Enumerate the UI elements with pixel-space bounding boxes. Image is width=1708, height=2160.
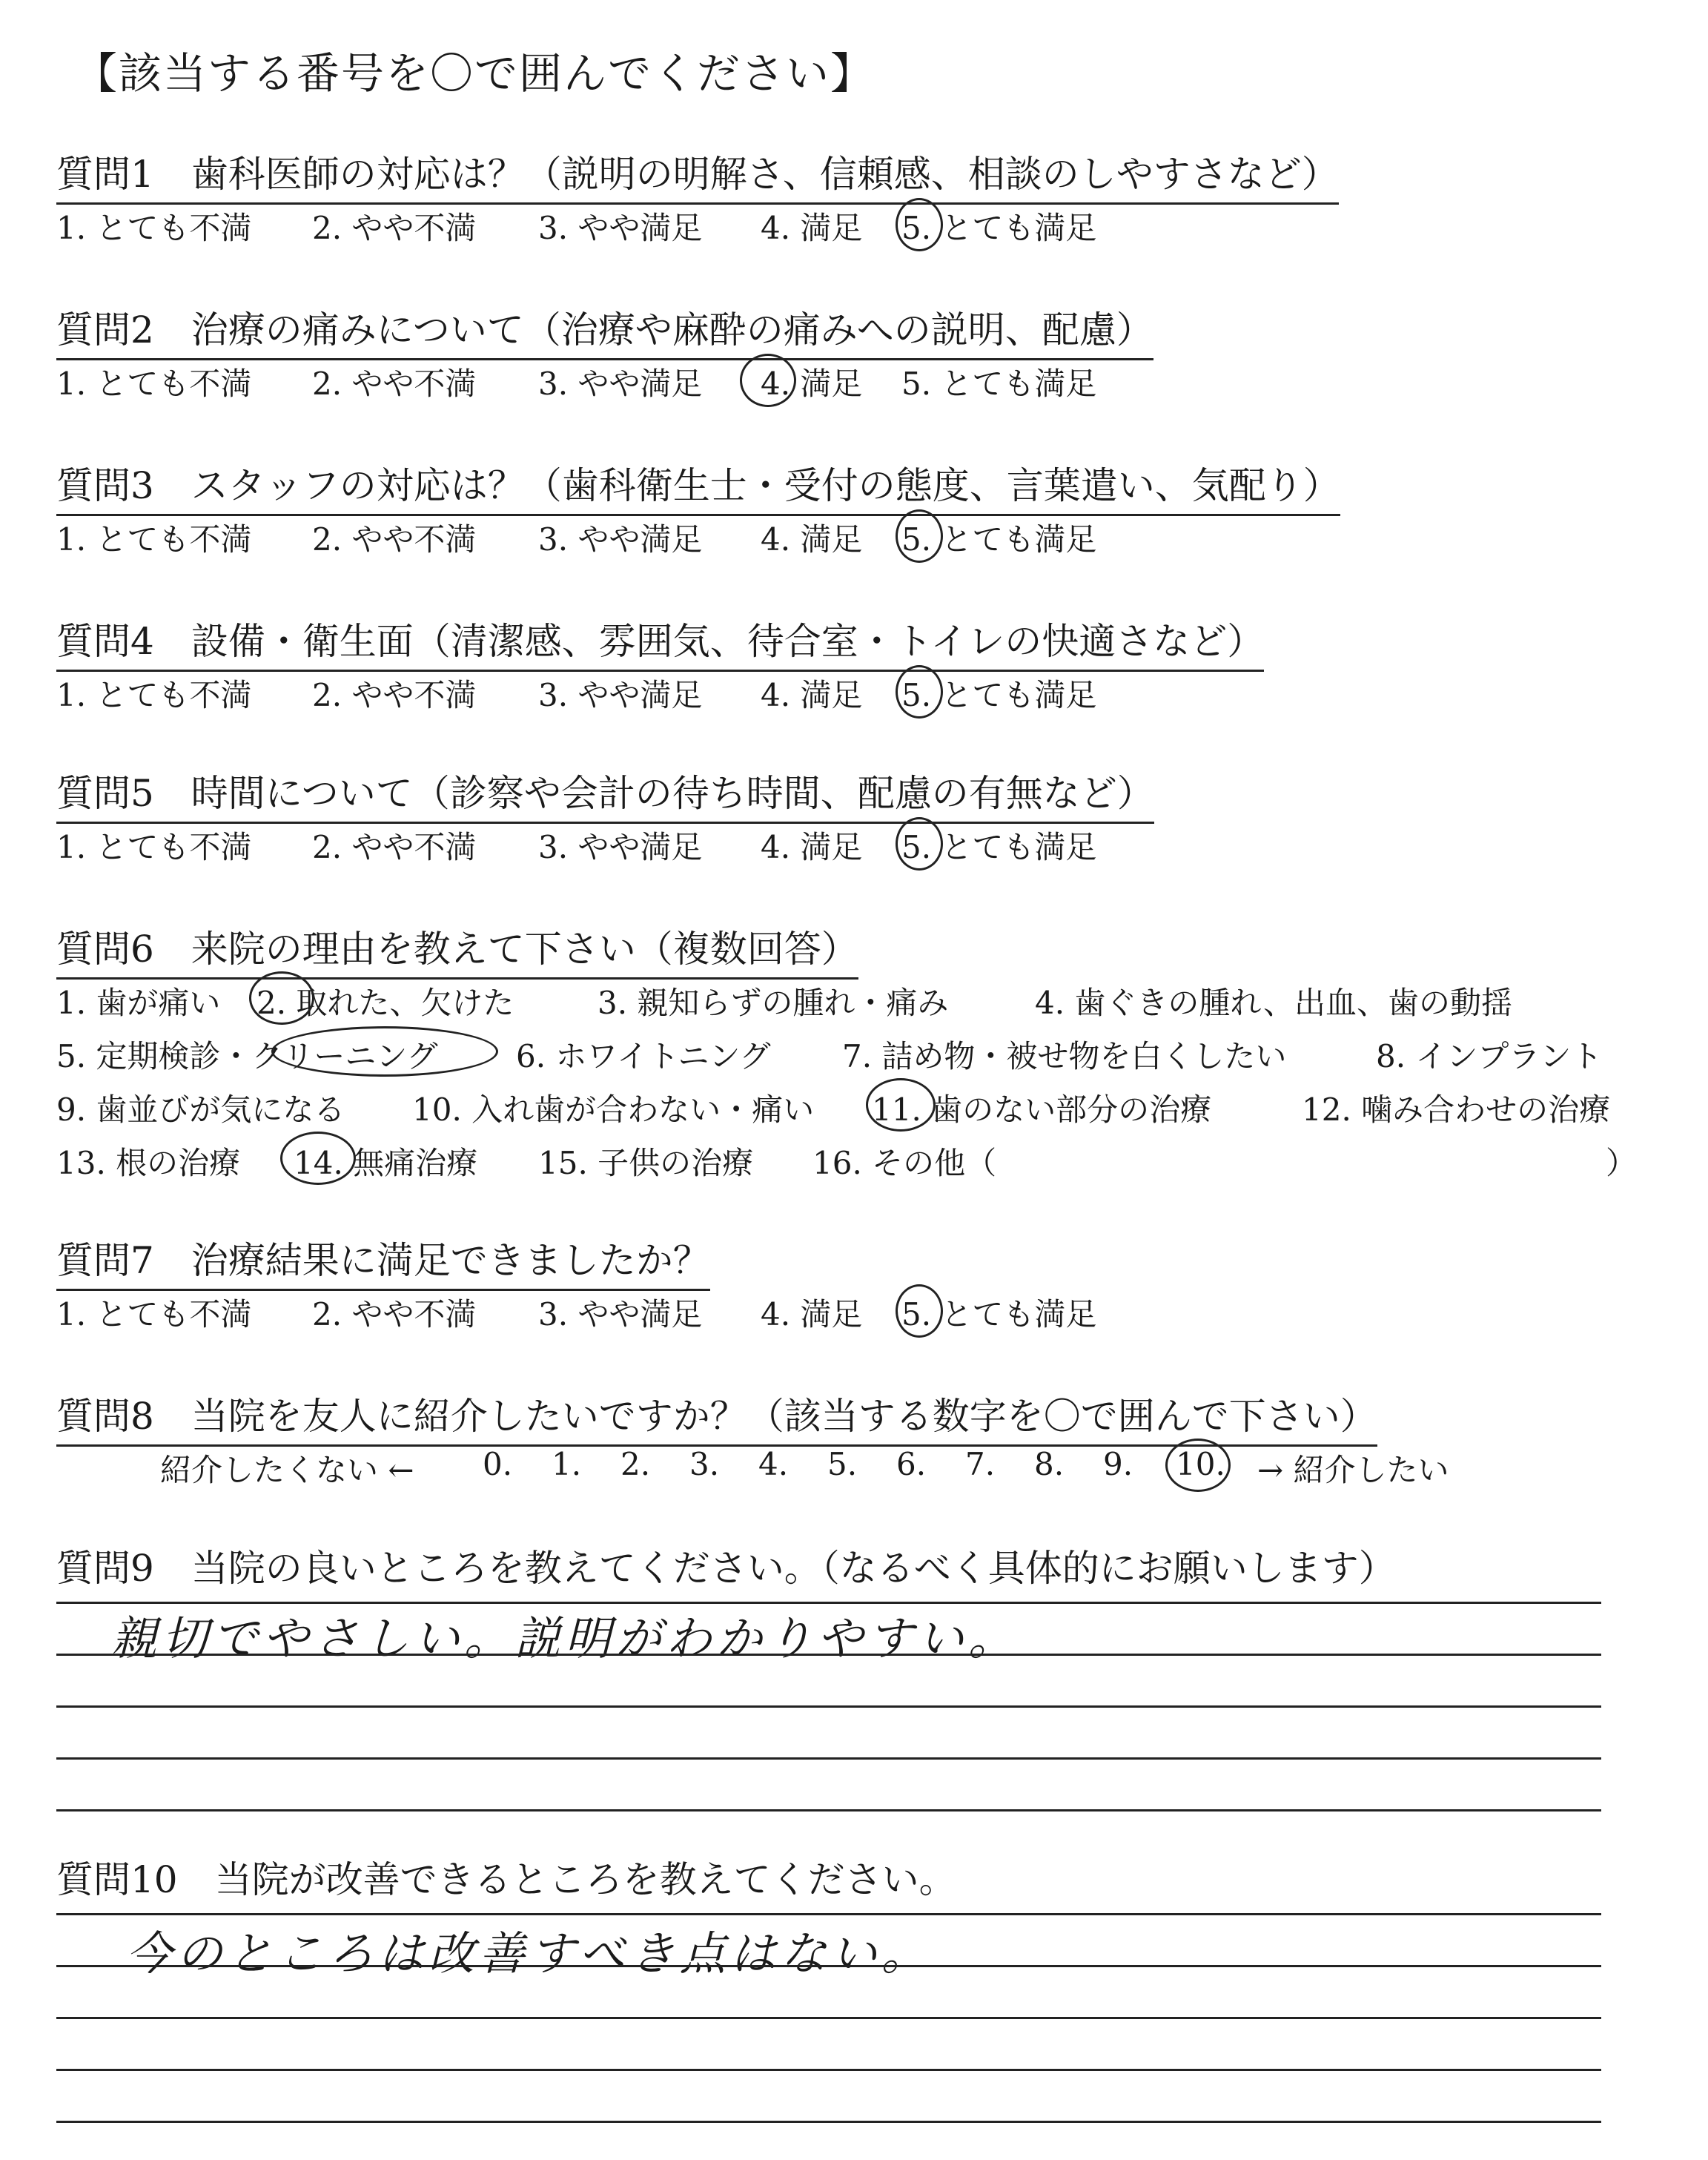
q6-option-7[interactable]: 7. 詰め物・被せ物を白くしたい <box>842 1038 1287 1074</box>
q1-option-2[interactable]: 2. やや不満 <box>312 210 477 246</box>
q1-selection-circle <box>896 198 943 251</box>
q9-handwritten-answer[interactable]: 親切でやさしい。説明がわかりやすい。 <box>111 1611 1019 1665</box>
q8-number-5[interactable]: 5. <box>827 1446 858 1482</box>
q7-option-1[interactable]: 1. とても不満 <box>56 1296 252 1332</box>
q10-line-4 <box>56 2069 1601 2071</box>
q8-number-6[interactable]: 6. <box>896 1446 927 1482</box>
q2-heading: 質問2 治療の痛みについて（治療や麻酔の痛みへの説明、配慮） <box>56 300 1153 360</box>
q1-option-1[interactable]: 1. とても不満 <box>56 210 252 246</box>
q3-option-2[interactable]: 2. やや不満 <box>312 521 477 558</box>
q8-right-label: → 紹介したい <box>1257 1452 1449 1488</box>
q3-option-5[interactable]: 5. とても満足 <box>901 521 1097 558</box>
q9-line-5 <box>56 1809 1601 1811</box>
q7-option-5[interactable]: 5. とても満足 <box>901 1296 1097 1332</box>
q10-line-1 <box>56 1913 1601 1915</box>
q10-line-2 <box>56 1965 1601 1967</box>
q6-option-8[interactable]: 8. インプラント <box>1376 1038 1603 1074</box>
q8-number-10[interactable]: 10. <box>1176 1446 1225 1482</box>
q7-option-3[interactable]: 3. やや満足 <box>538 1296 703 1332</box>
q5-option-3[interactable]: 3. やや満足 <box>538 829 703 865</box>
q5-option-5[interactable]: 5. とても満足 <box>901 829 1097 865</box>
form-title: 【該当する番号を〇で囲んでください】 <box>74 48 875 99</box>
q3-option-3[interactable]: 3. やや満足 <box>538 521 703 558</box>
q6-option-14[interactable]: 14. 無痛治療 <box>294 1145 478 1181</box>
q8-number-1[interactable]: 1. <box>552 1446 582 1482</box>
q6-option-4[interactable]: 4. 歯ぐきの腫れ、出血、歯の動揺 <box>1035 985 1512 1021</box>
q8-scale <box>56 1446 1643 1488</box>
q8-heading: 質問8 当院を友人に紹介したいですか？（該当する数字を〇で囲んで下さい） <box>56 1387 1377 1447</box>
q7-option-2[interactable]: 2. やや不満 <box>312 1296 477 1332</box>
q9-line-3 <box>56 1705 1601 1708</box>
q3-heading: 質問3 スタッフの対応は？（歯科衛生士・受付の態度、言葉遣い、気配り） <box>56 456 1340 516</box>
q4-options <box>56 671 1643 713</box>
q2-option-1[interactable]: 1. とても不満 <box>56 366 252 402</box>
q6-option-9[interactable]: 9. 歯並びが気になる <box>56 1091 345 1128</box>
q8-number-4[interactable]: 4. <box>758 1446 789 1482</box>
q8-left-label: 紹介したくない ← <box>160 1452 414 1488</box>
q6-option-3[interactable]: 3. 親知らずの腫れ・痛み <box>598 985 949 1021</box>
q8-number-7[interactable]: 7. <box>965 1446 996 1482</box>
q6-circle-cleaning <box>271 1026 498 1077</box>
q10-line-3 <box>56 2017 1601 2019</box>
q2-option-3[interactable]: 3. やや満足 <box>538 366 703 402</box>
q7-heading: 質問7 治療結果に満足できましたか？ <box>56 1231 710 1291</box>
q3-option-4[interactable]: 4. 満足 <box>761 521 863 558</box>
q10-line-5 <box>56 2121 1601 2123</box>
q5-option-4[interactable]: 4. 満足 <box>761 829 863 865</box>
q6-option-2[interactable]: 2. 取れた、欠けた <box>256 985 514 1021</box>
q6-circle-2 <box>249 971 314 1025</box>
q6-option-16[interactable]: 16. その他（ <box>812 1145 997 1181</box>
q2-option-2[interactable]: 2. やや不満 <box>312 366 477 402</box>
q5-heading: 質問5 時間について（診察や会計の待ち時間、配慮の有無など） <box>56 764 1154 824</box>
q6-row-1 <box>56 979 1643 1021</box>
q6-row-2 <box>56 1032 1643 1074</box>
q10-heading: 質問10 当院が改善できるところを教えてください。 <box>56 1858 956 1901</box>
q3-options <box>56 515 1643 558</box>
q5-option-1[interactable]: 1. とても不満 <box>56 829 252 865</box>
q2-option-4[interactable]: 4. 満足 <box>761 366 863 402</box>
q1-option-4[interactable]: 4. 満足 <box>761 210 863 246</box>
q4-option-1[interactable]: 1. とても不満 <box>56 677 252 713</box>
q6-option-6[interactable]: 6. ホワイトニング <box>516 1038 771 1074</box>
q8-number-3[interactable]: 3. <box>689 1446 720 1482</box>
q10-handwritten-answer[interactable]: 今のところは改善すべき点はない。 <box>126 1926 932 1981</box>
q7-option-4[interactable]: 4. 満足 <box>761 1296 863 1332</box>
q6-option-10[interactable]: 10. 入れ歯が合わない・痛い <box>412 1091 815 1128</box>
q4-heading: 質問4 設備・衛生面（清潔感、雰囲気、待合室・トイレの快適さなど） <box>56 612 1264 672</box>
q8-selection-circle <box>1165 1439 1231 1492</box>
q3-selection-circle <box>896 509 943 563</box>
q6-option-5[interactable]: 5. 定期検診・クリーニング <box>56 1038 438 1074</box>
q6-row-3 <box>56 1086 1643 1128</box>
q1-heading: 質問1 歯科医師の対応は？（説明の明解さ、信頼感、相談のしやすさなど） <box>56 145 1339 205</box>
q6-row-4 <box>56 1139 1643 1181</box>
q6-option-15[interactable]: 15. 子供の治療 <box>538 1145 754 1181</box>
q1-option-5[interactable]: 5. とても満足 <box>901 210 1097 246</box>
q8-number-0[interactable]: 0. <box>483 1446 513 1482</box>
q5-options <box>56 823 1643 865</box>
q6-option-13[interactable]: 13. 根の治療 <box>56 1145 241 1181</box>
q5-option-2[interactable]: 2. やや不満 <box>312 829 477 865</box>
q6-option-12[interactable]: 12. 噛み合わせの治療 <box>1302 1091 1611 1128</box>
q2-selection-circle <box>740 354 796 407</box>
q7-options <box>56 1290 1643 1332</box>
q2-options <box>56 360 1643 402</box>
q5-selection-circle <box>896 817 943 871</box>
q6-circle-11 <box>866 1078 936 1132</box>
q2-option-5[interactable]: 5. とても満足 <box>901 366 1097 402</box>
q8-number-2[interactable]: 2. <box>620 1446 651 1482</box>
q6-option-1[interactable]: 1. 歯が痛い <box>56 985 221 1021</box>
q6-circle-14 <box>280 1132 356 1185</box>
q8-number-9[interactable]: 9. <box>1103 1446 1133 1482</box>
q6-other-close: ） <box>1606 1145 1638 1181</box>
q6-heading: 質問6 来院の理由を教えて下さい（複数回答） <box>56 919 858 980</box>
q4-option-5[interactable]: 5. とても満足 <box>901 677 1097 713</box>
q6-option-11[interactable]: 11. 歯のない部分の治療 <box>872 1091 1212 1128</box>
q1-options <box>56 204 1643 246</box>
q3-option-1[interactable]: 1. とても不満 <box>56 521 252 558</box>
q4-selection-circle <box>896 665 943 719</box>
q4-option-3[interactable]: 3. やや満足 <box>538 677 703 713</box>
q9-heading: 質問9 当院の良いところを教えてください。（なるべく具体的にお願いします） <box>56 1547 1396 1590</box>
q7-selection-circle <box>896 1284 943 1338</box>
q1-option-3[interactable]: 3. やや満足 <box>538 210 703 246</box>
q9-line-2 <box>56 1654 1601 1656</box>
q9-line-4 <box>56 1757 1601 1760</box>
q4-option-2[interactable]: 2. やや不満 <box>312 677 477 713</box>
q4-option-4[interactable]: 4. 満足 <box>761 677 863 713</box>
q8-number-8[interactable]: 8. <box>1034 1446 1065 1482</box>
